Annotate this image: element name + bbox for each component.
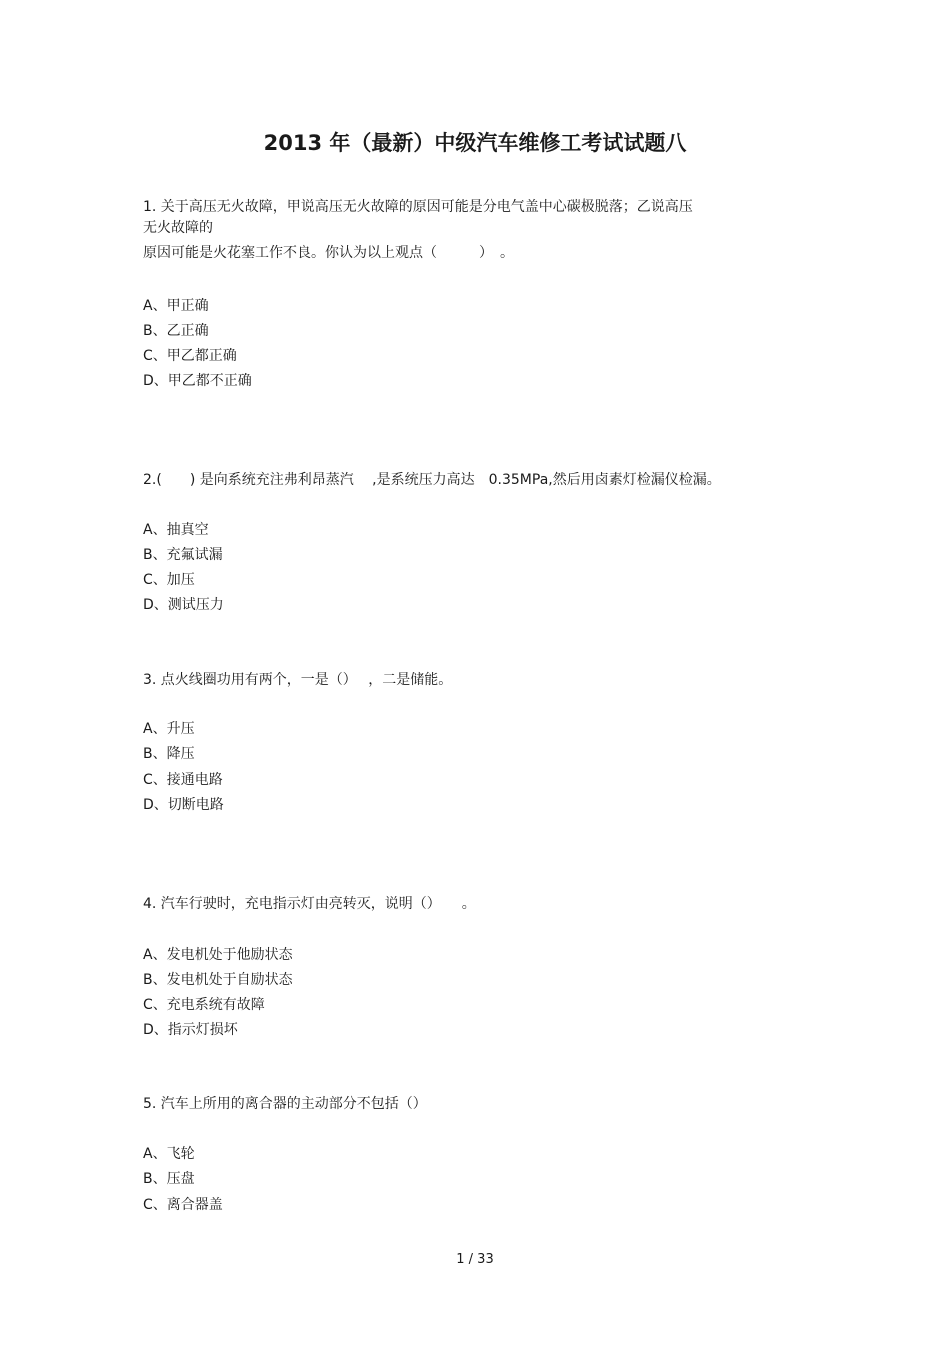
question-1-option-c: C、甲乙都正确 [143, 348, 237, 364]
question-1-option-b: B、乙正确 [143, 323, 209, 339]
question-1-text-line-1: 1. 关于高压无火故障，甲说高压无火故障的原因可能是分电气盖中心碳极脱落；乙说高压 [143, 199, 693, 215]
question-3-option-a: A、升压 [143, 721, 195, 737]
question-3-option-d: D、切断电路 [143, 797, 224, 813]
question-4-option-b: B、发电机处于自励状态 [143, 972, 293, 988]
question-4-option-a: A、发电机处于他励状态 [143, 947, 293, 963]
question-2-option-c: C、加压 [143, 572, 195, 588]
question-1-option-d: D、甲乙都不正确 [143, 373, 252, 389]
page-number: 1 / 33 [456, 1252, 494, 1267]
page-title: 2013 年（最新）中级汽车维修工考试试题八 [263, 131, 687, 155]
question-1-option-a: A、甲正确 [143, 298, 209, 314]
question-2-option-d: D、测试压力 [143, 597, 224, 613]
question-4-option-c: C、充电系统有故障 [143, 997, 265, 1013]
question-1-text-line-2: 无火故障的 [143, 220, 213, 236]
question-2-option-a: A、抽真空 [143, 522, 209, 538]
question-4-option-d: D、指示灯损坏 [143, 1022, 238, 1038]
question-1-text-line-3: 原因可能是火花塞工作不良。你认为以上观点（ ） 。 [143, 245, 514, 261]
question-5-option-a: A、飞轮 [143, 1146, 195, 1162]
question-4-text-line-1: 4. 汽车行驶时，充电指示灯由亮转灭，说明（） 。 [143, 896, 476, 912]
question-3-option-b: B、降压 [143, 746, 195, 762]
question-5-option-b: B、压盘 [143, 1171, 195, 1187]
question-5-text-line-1: 5. 汽车上所用的离合器的主动部分不包括（） [143, 1096, 427, 1112]
question-2-text-line-1: 2.( ) 是向系统充注弗利昂蒸汽 ,是系统压力高达 0.35MPa,然后用卤素灯检漏仪检漏。 [143, 472, 721, 488]
question-3-text-line-1: 3. 点火线圈功用有两个，一是（） ，二是储能。 [143, 672, 453, 688]
question-5-option-c: C、离合器盖 [143, 1197, 223, 1213]
question-2-option-b: B、充氟试漏 [143, 547, 223, 563]
question-3-option-c: C、接通电路 [143, 772, 223, 788]
